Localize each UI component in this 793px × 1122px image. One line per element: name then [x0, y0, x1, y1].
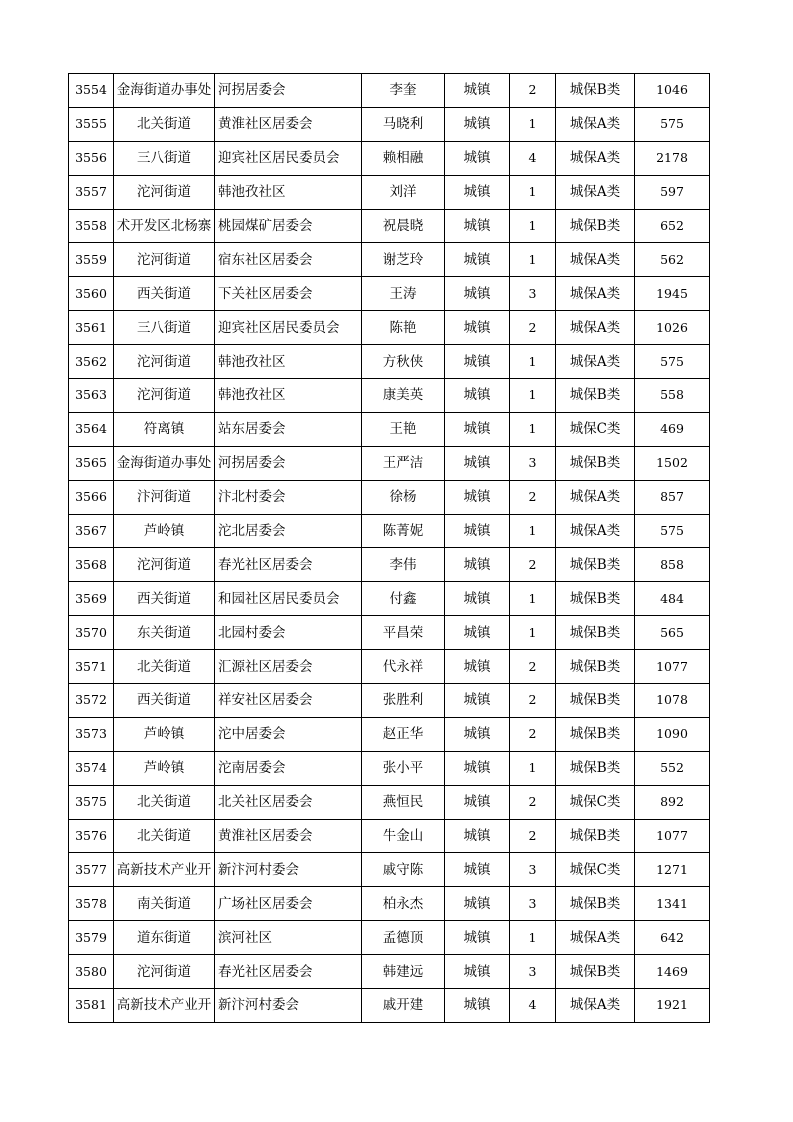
insurance-category-cell: 城保C类 [556, 412, 635, 446]
street-office-cell: 芦岭镇 [114, 751, 215, 785]
table-row [69, 209, 710, 243]
amount-cell: 552 [635, 751, 710, 785]
street-office-cell: 金海街道办事处 [114, 446, 215, 480]
insurance-category-cell: 城保B类 [556, 379, 635, 413]
household-type-cell: 城镇 [445, 175, 510, 209]
amount-cell: 858 [635, 548, 710, 582]
community-cell: 沱北居委会 [215, 514, 362, 548]
serial-number-cell: 3578 [69, 887, 114, 921]
household-type-cell: 城镇 [445, 785, 510, 819]
member-count-cell: 4 [510, 989, 556, 1023]
person-name-cell: 谢芝玲 [362, 243, 445, 277]
household-type-cell: 城镇 [445, 277, 510, 311]
person-name-cell: 孟德顶 [362, 921, 445, 955]
amount-cell: 1469 [635, 955, 710, 989]
household-type-cell: 城镇 [445, 717, 510, 751]
serial-number-cell: 3573 [69, 717, 114, 751]
member-count-cell: 2 [510, 650, 556, 684]
member-count-cell: 2 [510, 684, 556, 718]
insurance-category-cell: 城保B类 [556, 819, 635, 853]
amount-cell: 1077 [635, 819, 710, 853]
serial-number-cell: 3555 [69, 107, 114, 141]
person-name-cell: 陈菁妮 [362, 514, 445, 548]
person-name-cell: 王严洁 [362, 446, 445, 480]
table-row [69, 955, 710, 989]
household-type-cell: 城镇 [445, 379, 510, 413]
serial-number-cell: 3564 [69, 412, 114, 446]
street-office-cell: 芦岭镇 [114, 717, 215, 751]
person-name-cell: 戚开建 [362, 989, 445, 1023]
amount-cell: 2178 [635, 141, 710, 175]
insurance-category-cell: 城保B类 [556, 955, 635, 989]
amount-cell: 558 [635, 379, 710, 413]
table-row [69, 921, 710, 955]
member-count-cell: 3 [510, 446, 556, 480]
person-name-cell: 柏永杰 [362, 887, 445, 921]
street-office-cell: 西关街道 [114, 277, 215, 311]
serial-number-cell: 3580 [69, 955, 114, 989]
amount-cell: 1090 [635, 717, 710, 751]
serial-number-cell: 3563 [69, 379, 114, 413]
person-name-cell: 方秋侠 [362, 345, 445, 379]
serial-number-cell: 3560 [69, 277, 114, 311]
street-office-cell: 西关街道 [114, 684, 215, 718]
street-office-cell: 汴河街道 [114, 480, 215, 514]
street-office-cell: 东关街道 [114, 616, 215, 650]
serial-number-cell: 3577 [69, 853, 114, 887]
insurance-category-cell: 城保A类 [556, 921, 635, 955]
person-name-cell: 陈艳 [362, 311, 445, 345]
insurance-category-cell: 城保B类 [556, 74, 635, 108]
table-row [69, 582, 710, 616]
table-row [69, 175, 710, 209]
person-name-cell: 代永祥 [362, 650, 445, 684]
amount-cell: 1271 [635, 853, 710, 887]
person-name-cell: 马晓利 [362, 107, 445, 141]
table-row [69, 412, 710, 446]
person-name-cell: 祝晨晓 [362, 209, 445, 243]
member-count-cell: 1 [510, 209, 556, 243]
insurance-category-cell: 城保A类 [556, 345, 635, 379]
member-count-cell: 1 [510, 107, 556, 141]
amount-cell: 575 [635, 514, 710, 548]
insurance-category-cell: 城保A类 [556, 175, 635, 209]
street-office-cell: 南关街道 [114, 887, 215, 921]
insurance-category-cell: 城保A类 [556, 243, 635, 277]
amount-cell: 642 [635, 921, 710, 955]
community-cell: 沱中居委会 [215, 717, 362, 751]
household-type-cell: 城镇 [445, 989, 510, 1023]
member-count-cell: 1 [510, 412, 556, 446]
household-type-cell: 城镇 [445, 311, 510, 345]
member-count-cell: 3 [510, 955, 556, 989]
street-office-cell: 沱河街道 [114, 548, 215, 582]
serial-number-cell: 3579 [69, 921, 114, 955]
community-cell: 新汴河村委会 [215, 853, 362, 887]
household-type-cell: 城镇 [445, 955, 510, 989]
community-cell: 春光社区居委会 [215, 548, 362, 582]
roster-table [68, 73, 710, 1023]
amount-cell: 1921 [635, 989, 710, 1023]
member-count-cell: 1 [510, 921, 556, 955]
street-office-cell: 高新技术产业开 [114, 989, 215, 1023]
amount-cell: 857 [635, 480, 710, 514]
amount-cell: 1945 [635, 277, 710, 311]
table-row [69, 514, 710, 548]
community-cell: 北园村委会 [215, 616, 362, 650]
amount-cell: 1077 [635, 650, 710, 684]
household-type-cell: 城镇 [445, 616, 510, 650]
table-row [69, 548, 710, 582]
member-count-cell: 3 [510, 887, 556, 921]
household-type-cell: 城镇 [445, 514, 510, 548]
household-type-cell: 城镇 [445, 74, 510, 108]
street-office-cell: 北关街道 [114, 650, 215, 684]
household-type-cell: 城镇 [445, 412, 510, 446]
community-cell: 和园社区居民委员会 [215, 582, 362, 616]
insurance-category-cell: 城保A类 [556, 989, 635, 1023]
table-row [69, 819, 710, 853]
community-cell: 沱南居委会 [215, 751, 362, 785]
household-type-cell: 城镇 [445, 107, 510, 141]
serial-number-cell: 3571 [69, 650, 114, 684]
insurance-category-cell: 城保B类 [556, 582, 635, 616]
street-office-cell: 西关街道 [114, 582, 215, 616]
household-type-cell: 城镇 [445, 921, 510, 955]
street-office-cell: 沱河街道 [114, 345, 215, 379]
community-cell: 滨河社区 [215, 921, 362, 955]
table-row [69, 887, 710, 921]
insurance-category-cell: 城保B类 [556, 717, 635, 751]
member-count-cell: 1 [510, 751, 556, 785]
insurance-category-cell: 城保B类 [556, 548, 635, 582]
insurance-category-cell: 城保A类 [556, 277, 635, 311]
table-row [69, 853, 710, 887]
table-row [69, 785, 710, 819]
street-office-cell: 三八街道 [114, 141, 215, 175]
table-row [69, 345, 710, 379]
person-name-cell: 李奎 [362, 74, 445, 108]
table-row [69, 141, 710, 175]
community-cell: 黄淮社区居委会 [215, 107, 362, 141]
person-name-cell: 李伟 [362, 548, 445, 582]
street-office-cell: 金海街道办事处 [114, 74, 215, 108]
serial-number-cell: 3569 [69, 582, 114, 616]
household-type-cell: 城镇 [445, 751, 510, 785]
community-cell: 迎宾社区居民委员会 [215, 141, 362, 175]
table-row [69, 751, 710, 785]
insurance-category-cell: 城保B类 [556, 209, 635, 243]
community-cell: 韩池孜社区 [215, 345, 362, 379]
insurance-category-cell: 城保A类 [556, 480, 635, 514]
community-cell: 春光社区居委会 [215, 955, 362, 989]
community-cell: 汴北村委会 [215, 480, 362, 514]
insurance-category-cell: 城保A类 [556, 311, 635, 345]
table-row [69, 74, 710, 108]
household-type-cell: 城镇 [445, 480, 510, 514]
household-type-cell: 城镇 [445, 209, 510, 243]
street-office-cell: 道东街道 [114, 921, 215, 955]
insurance-category-cell: 城保C类 [556, 785, 635, 819]
insurance-category-cell: 城保B类 [556, 887, 635, 921]
serial-number-cell: 3559 [69, 243, 114, 277]
community-cell: 北关社区居委会 [215, 785, 362, 819]
person-name-cell: 赖相融 [362, 141, 445, 175]
amount-cell: 1078 [635, 684, 710, 718]
member-count-cell: 1 [510, 379, 556, 413]
table-row [69, 616, 710, 650]
table-row [69, 650, 710, 684]
amount-cell: 892 [635, 785, 710, 819]
serial-number-cell: 3554 [69, 74, 114, 108]
insurance-category-cell: 城保B类 [556, 684, 635, 718]
table-row [69, 684, 710, 718]
table-row [69, 107, 710, 141]
amount-cell: 1502 [635, 446, 710, 480]
serial-number-cell: 3556 [69, 141, 114, 175]
serial-number-cell: 3561 [69, 311, 114, 345]
community-cell: 宿东社区居委会 [215, 243, 362, 277]
amount-cell: 575 [635, 107, 710, 141]
street-office-cell: 术开发区北杨寨 [114, 209, 215, 243]
person-name-cell: 燕恒民 [362, 785, 445, 819]
amount-cell: 575 [635, 345, 710, 379]
amount-cell: 565 [635, 616, 710, 650]
street-office-cell: 高新技术产业开 [114, 853, 215, 887]
serial-number-cell: 3575 [69, 785, 114, 819]
person-name-cell: 付鑫 [362, 582, 445, 616]
street-office-cell: 沱河街道 [114, 243, 215, 277]
member-count-cell: 1 [510, 514, 556, 548]
table-row [69, 379, 710, 413]
person-name-cell: 张胜利 [362, 684, 445, 718]
household-type-cell: 城镇 [445, 446, 510, 480]
member-count-cell: 2 [510, 717, 556, 751]
insurance-category-cell: 城保B类 [556, 751, 635, 785]
community-cell: 汇源社区居委会 [215, 650, 362, 684]
member-count-cell: 1 [510, 243, 556, 277]
insurance-category-cell: 城保B类 [556, 446, 635, 480]
serial-number-cell: 3581 [69, 989, 114, 1023]
person-name-cell: 韩建远 [362, 955, 445, 989]
serial-number-cell: 3568 [69, 548, 114, 582]
person-name-cell: 牛金山 [362, 819, 445, 853]
street-office-cell: 符离镇 [114, 412, 215, 446]
amount-cell: 1341 [635, 887, 710, 921]
street-office-cell: 芦岭镇 [114, 514, 215, 548]
serial-number-cell: 3572 [69, 684, 114, 718]
serial-number-cell: 3565 [69, 446, 114, 480]
community-cell: 新汴河村委会 [215, 989, 362, 1023]
insurance-category-cell: 城保A类 [556, 141, 635, 175]
household-type-cell: 城镇 [445, 582, 510, 616]
household-type-cell: 城镇 [445, 243, 510, 277]
insurance-category-cell: 城保C类 [556, 853, 635, 887]
insurance-category-cell: 城保B类 [556, 650, 635, 684]
person-name-cell: 平昌荣 [362, 616, 445, 650]
household-type-cell: 城镇 [445, 887, 510, 921]
community-cell: 迎宾社区居民委员会 [215, 311, 362, 345]
member-count-cell: 2 [510, 785, 556, 819]
amount-cell: 562 [635, 243, 710, 277]
member-count-cell: 2 [510, 548, 556, 582]
household-type-cell: 城镇 [445, 345, 510, 379]
street-office-cell: 北关街道 [114, 107, 215, 141]
household-type-cell: 城镇 [445, 650, 510, 684]
table-row [69, 446, 710, 480]
person-name-cell: 戚守陈 [362, 853, 445, 887]
community-cell: 广场社区居委会 [215, 887, 362, 921]
street-office-cell: 沱河街道 [114, 175, 215, 209]
amount-cell: 469 [635, 412, 710, 446]
community-cell: 河拐居委会 [215, 74, 362, 108]
amount-cell: 1026 [635, 311, 710, 345]
street-office-cell: 沱河街道 [114, 955, 215, 989]
amount-cell: 1046 [635, 74, 710, 108]
community-cell: 黄淮社区居委会 [215, 819, 362, 853]
community-cell: 韩池孜社区 [215, 175, 362, 209]
member-count-cell: 1 [510, 175, 556, 209]
community-cell: 河拐居委会 [215, 446, 362, 480]
member-count-cell: 2 [510, 74, 556, 108]
insurance-category-cell: 城保A类 [556, 514, 635, 548]
street-office-cell: 北关街道 [114, 819, 215, 853]
person-name-cell: 康美英 [362, 379, 445, 413]
community-cell: 韩池孜社区 [215, 379, 362, 413]
household-type-cell: 城镇 [445, 548, 510, 582]
street-office-cell: 北关街道 [114, 785, 215, 819]
community-cell: 祥安社区居委会 [215, 684, 362, 718]
amount-cell: 597 [635, 175, 710, 209]
insurance-category-cell: 城保B类 [556, 616, 635, 650]
serial-number-cell: 3570 [69, 616, 114, 650]
serial-number-cell: 3567 [69, 514, 114, 548]
member-count-cell: 3 [510, 853, 556, 887]
person-name-cell: 王涛 [362, 277, 445, 311]
table-row [69, 480, 710, 514]
table-row [69, 311, 710, 345]
person-name-cell: 刘洋 [362, 175, 445, 209]
household-type-cell: 城镇 [445, 819, 510, 853]
table-row [69, 989, 710, 1023]
serial-number-cell: 3562 [69, 345, 114, 379]
amount-cell: 484 [635, 582, 710, 616]
community-cell: 下关社区居委会 [215, 277, 362, 311]
community-cell: 桃园煤矿居委会 [215, 209, 362, 243]
member-count-cell: 3 [510, 277, 556, 311]
person-name-cell: 徐杨 [362, 480, 445, 514]
person-name-cell: 张小平 [362, 751, 445, 785]
serial-number-cell: 3566 [69, 480, 114, 514]
table-row [69, 717, 710, 751]
community-cell: 站东居委会 [215, 412, 362, 446]
member-count-cell: 2 [510, 480, 556, 514]
street-office-cell: 三八街道 [114, 311, 215, 345]
member-count-cell: 1 [510, 616, 556, 650]
household-type-cell: 城镇 [445, 684, 510, 718]
household-type-cell: 城镇 [445, 141, 510, 175]
person-name-cell: 王艳 [362, 412, 445, 446]
street-office-cell: 沱河街道 [114, 379, 215, 413]
member-count-cell: 1 [510, 582, 556, 616]
serial-number-cell: 3576 [69, 819, 114, 853]
serial-number-cell: 3574 [69, 751, 114, 785]
member-count-cell: 2 [510, 819, 556, 853]
table-row [69, 277, 710, 311]
table-row [69, 243, 710, 277]
insurance-category-cell: 城保A类 [556, 107, 635, 141]
household-type-cell: 城镇 [445, 853, 510, 887]
member-count-cell: 1 [510, 345, 556, 379]
member-count-cell: 2 [510, 311, 556, 345]
person-name-cell: 赵正华 [362, 717, 445, 751]
roster-body [69, 74, 710, 1023]
serial-number-cell: 3557 [69, 175, 114, 209]
serial-number-cell: 3558 [69, 209, 114, 243]
amount-cell: 652 [635, 209, 710, 243]
member-count-cell: 4 [510, 141, 556, 175]
